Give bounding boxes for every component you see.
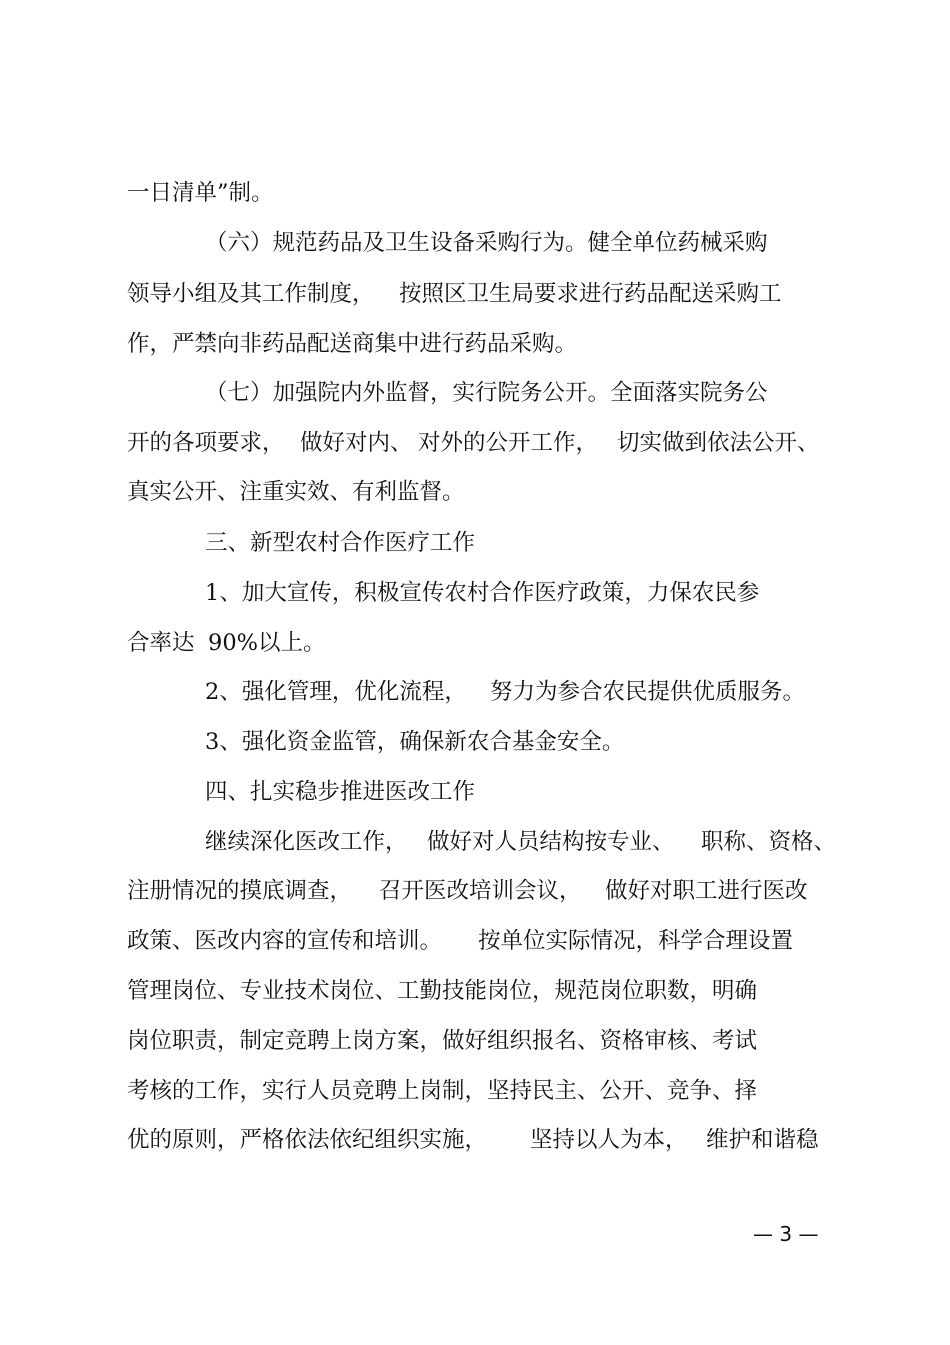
text-segment: 坚持以人为本， xyxy=(530,1127,688,1153)
text-segment: 作，严禁向非药品配送商集中进行药品采购。 xyxy=(127,331,578,357)
page-number: — 3 — xyxy=(753,1222,819,1246)
text-segment: 做好对职工进行医改 xyxy=(605,878,808,904)
text-segment: 努力为参合农民提供优质服务。 xyxy=(490,679,806,705)
text-segment: （七）加强院内外监督，实行院务公开。全面落实院务公 xyxy=(205,380,768,406)
text-segment: 优的原则，严格依法依纪组织实施， xyxy=(127,1127,488,1153)
text-segment: 一日清单”制。 xyxy=(127,180,274,206)
text-segment: 做好对内、 xyxy=(300,430,413,456)
text-segment: 3、强化资金监管，确保新农合基金安全。 xyxy=(205,729,625,755)
text-segment: 注册情况的摸底调查， xyxy=(127,878,353,904)
text-segment: 按照区卫生局要求进行药品配送采购工 xyxy=(399,281,782,307)
text-segment: 领导小组及其工作制度， xyxy=(127,281,375,307)
text-segment: 管理岗位、专业技术岗位、工勤技能岗位，规范岗位职数，明确 xyxy=(127,978,758,1004)
text-segment: 继续深化医改工作， xyxy=(205,829,408,855)
text-segment: 真实公开、注重实效、有利监督。 xyxy=(127,479,465,505)
text-segment: 切实做到依法公开、 xyxy=(617,430,820,456)
text-segment: 召开医改培训会议， xyxy=(379,878,582,904)
text-segment: 考核的工作，实行人员竞聘上岗制，坚持民主、公开、竞争、择 xyxy=(127,1078,758,1104)
text-segment: 1、加大宣传，积极宣传农村合作医疗政策，力保农民参 xyxy=(205,580,760,606)
text-segment: 岗位职责，制定竞聘上岗方案，做好组织报名、资格审核、考试 xyxy=(127,1028,758,1054)
text-segment: 职称、资格、 xyxy=(701,829,837,855)
text-segment: 按单位实际情况，科学合理设置 xyxy=(478,928,794,954)
text-segment: 对外的公开工作， xyxy=(418,430,599,456)
text-segment: 2、强化管理，优化流程， xyxy=(205,679,467,705)
section-heading-text: 四、扎实稳步推进医改工作 xyxy=(205,779,476,805)
text-segment: 政策、医改内容的宣传和培训。 xyxy=(127,928,443,954)
text-segment: 合率达 xyxy=(127,630,195,656)
text-segment: 维护和谐稳 xyxy=(706,1127,819,1153)
section-heading-text: 三、新型农村合作医疗工作 xyxy=(205,530,476,556)
text-segment: 90%以上。 xyxy=(208,630,326,656)
text-segment: 做好对人员结构按专业、 xyxy=(427,829,675,855)
text-segment: 开的各项要求， xyxy=(127,430,285,456)
text-segment: （六）规范药品及卫生设备采购行为。健全单位药械采购 xyxy=(205,230,768,256)
